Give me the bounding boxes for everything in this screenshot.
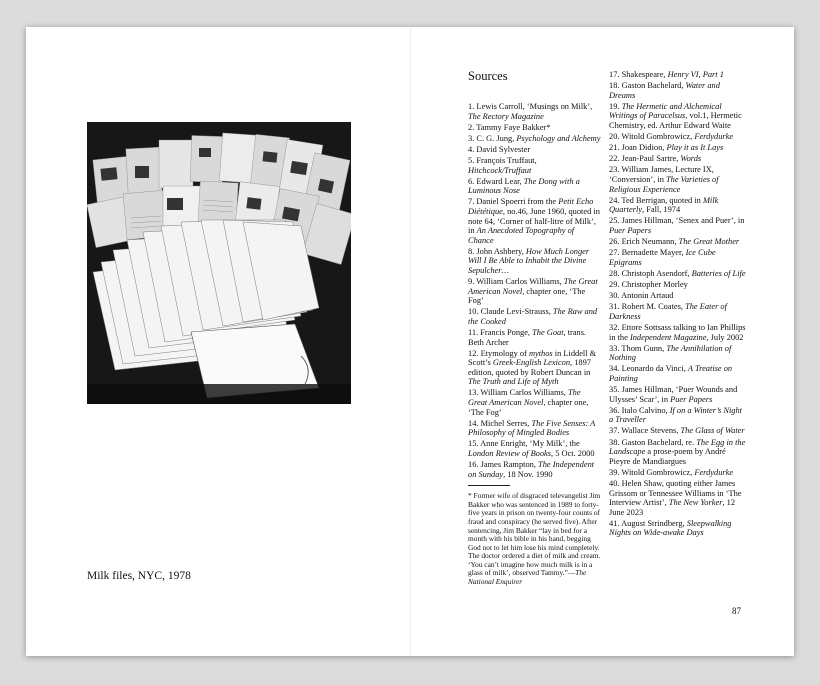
source-entry: 4. David Sylvester (468, 144, 531, 154)
italic-title: Ferdydurke (694, 467, 734, 477)
italic-title: The Five Senses: A Philosophy of Mingled Bodies (468, 418, 596, 438)
italic-title: The Glass of Water (680, 426, 745, 436)
sources-list-2 (609, 70, 747, 538)
italic-title: The Truth and Life of Myth (468, 377, 559, 387)
italic-title: An Anecdoted Topography of Chance (468, 226, 575, 245)
italic-title: The Rectory Magazine (468, 111, 544, 121)
italic-title: Ice Cube Epigrams (609, 248, 716, 267)
source-entry: 18. Gaston Bachelard, Water and Dreams (609, 81, 720, 100)
italic-title: Puer Papers (670, 394, 713, 404)
italic-title: The Independent on Sunday (468, 460, 595, 479)
source-entry: 16. James Rampton, The Independent on Sunday, 18 Nov. 1990 (468, 460, 595, 479)
italic-title: The Great American Novel (468, 277, 598, 296)
source-entry: 24. Ted Berrigan, quoted in Milk Quarterly, Fall, 1974 (609, 195, 719, 215)
source-entry: 32. Ettore Sottsass talking to Ian Phillips in the Independent Magazine, July 2002 (609, 323, 746, 342)
italic-title: Batteries of Life (691, 268, 746, 278)
italic-title: The Great American Novel (468, 388, 581, 407)
source-entry: 14. Michel Serres, The Five Senses: A Philosophy of Mingled Bodies (468, 418, 596, 438)
italic-title: Play it as It Lays (666, 143, 724, 153)
source-entry: 33. Thom Gunn, The Annihilation of Nothing (609, 343, 732, 363)
sources-column-2 (609, 70, 747, 539)
source-entry: 10. Claude Levi-Strauss, The Raw and the Cooked (468, 307, 598, 326)
source-entry: 1. Lewis Carroll, ‘Musings on Milk’, The Rectory Magazine (468, 102, 593, 121)
italic-title: Milk Quarterly (609, 195, 719, 215)
source-entry: 27. Bernadette Mayer, Ice Cube Epigrams (609, 248, 716, 267)
source-entry: 19. The Hermetic and Alchemical Writings of Paracelsus, vol.1, Hermetic Chemistry, ed. Arthur Edward Waite (609, 101, 742, 130)
italic-title: The New Yorker (668, 498, 723, 508)
source-entry: 8. John Ashbery, How Much Longer Will I Be Able to Inhabit the Divine Sepulcher… (468, 246, 590, 275)
source-entry: 29. Christopher Morley (609, 280, 688, 290)
source-entry: 15. Anne Enright, ‘My Milk’, the London Review of Books, 5 Oct. 2000 (468, 439, 595, 458)
italic-title: The Hermetic and Alchemical Writings of Paracelsus (609, 101, 722, 121)
source-entry: 13. William Carlos Williams, The Great American Novel, chapter one, ‘The Fog’ (468, 388, 589, 417)
source-entry: 37. Wallace Stevens, The Glass of Water (609, 426, 745, 436)
source-entry: 20. Witold Gombrowicz, Ferdydurke (609, 132, 734, 142)
source-entry: 40. Helen Shaw, quoting either James Grissom or Tennessee Williams in ‘The Interview Artist’, The New Yorker, 12 June 2023 (609, 478, 742, 517)
italic-title: Hitchcock/Truffaut (468, 165, 532, 175)
footnote-rule (468, 485, 510, 486)
source-entry: 34. Leonardo da Vinci, A Treatise on Painting (609, 364, 733, 383)
italic-title: The Egg in the Landscape (609, 437, 746, 457)
source-entry: 3. C. G. Jung, Psychology and Alchemy (468, 133, 601, 143)
italic-title: The Dong with a Luminous Nose (468, 176, 580, 196)
italic-title: The Raw and the Cooked (468, 307, 598, 326)
italic-title: Independent Magazine (629, 332, 707, 342)
italic-title: Words (680, 154, 702, 164)
source-entry: 2. Tammy Faye Bakker* (468, 122, 551, 132)
source-entry: 23. William James, Lecture IX, ‘Conversion’, in The Varieties of Religious Experience (609, 165, 719, 194)
source-entry: 5. François Truffaut, Hitchcock/Truffaut (468, 156, 537, 175)
italic-title: How Much Longer Will I Be Able to Inhabit the Divine Sepulcher… (468, 246, 590, 275)
italic-title: London Review of Books (468, 448, 552, 458)
italic-title: The Varieties of Religious Experience (609, 175, 719, 194)
source-entry: 22. Jean-Paul Sartre, Words (609, 154, 702, 164)
source-entry: 38. Gaston Bachelard, re. The Egg in the Landscape a prose-poem by André Pieyre de Mandiargues (609, 437, 746, 466)
italic-title: Greek-English Lexicon (492, 358, 571, 368)
italic-title: The Annihilation of Nothing (609, 343, 732, 363)
sources-column-1 (468, 102, 601, 587)
italic-title: Sleepwalking Nights on Wide-awake Days (609, 518, 732, 538)
sources-list-1 (468, 102, 601, 479)
source-entry: 25. James Hillman, ‘Senex and Puer’, in Puer Papers (609, 216, 745, 235)
photo-caption: Milk files, NYC, 1978 (87, 570, 191, 582)
source-entry: 11. Francis Ponge, The Goat, trans. Beth Archer (468, 327, 587, 347)
source-entry: 31. Robert M. Coates, The Eater of Darkness (609, 302, 727, 321)
source-entry: 36. Italo Calvino, If on a Winter’s Night a Traveller (609, 405, 742, 425)
source-entry: 30. Antonin Artaud (609, 291, 674, 301)
source-entry: 9. William Carlos Williams, The Great American Novel, chapter one, ‘The Fog’ (468, 277, 598, 306)
source-entry: 7. Daniel Spoerri from the Petit Echo Diététique, no.46, June 1960, quoted in note 64, ‘Corner of half-litre of Milk’, in An Anecdoted Topography of Chance (468, 197, 600, 245)
italic-title: The Great Mother (678, 237, 740, 247)
source-entry: 28. Christoph Asendorf, Batteries of Life (609, 268, 746, 278)
italic-title: mythos (528, 348, 553, 358)
italic-title: The Goat (532, 327, 564, 337)
italic-title: The National Enquirer (468, 568, 587, 587)
source-entry: 21. Joan Didion, Play it as It Lays (609, 143, 724, 153)
source-entry: 26. Erich Neumann, The Great Mother (609, 237, 740, 247)
book-spread (26, 27, 794, 656)
page-gutter (410, 27, 411, 656)
milk-files-photo (87, 122, 351, 404)
italic-title: Petit Echo Diététique (468, 197, 594, 217)
italic-title: Ferdydurke (694, 132, 734, 142)
source-entry: 39. Witold Gombrowicz, Ferdydurke (609, 467, 734, 477)
source-entry: 41. August Strindberg, Sleepwalking Nights on Wide-awake Days (609, 518, 732, 538)
page-number: 87 (732, 606, 741, 616)
source-entry: 6. Edward Lear, The Dong with a Luminous Nose (468, 176, 580, 196)
source-entry: 17. Shakespeare, Henry VI, Part 1 (609, 70, 724, 79)
italic-title: Henry VI, Part 1 (667, 70, 724, 79)
italic-title: If on a Winter’s Night a Traveller (609, 405, 742, 425)
italic-title: Water and Dreams (609, 81, 720, 100)
italic-title: The Eater of Darkness (609, 302, 727, 321)
sources-heading: Sources (468, 69, 508, 83)
source-entry: 35. James Hillman, ‘Puer Wounds and Ulysses’ Scar’, in Puer Papers (609, 385, 738, 404)
italic-title: Puer Papers (609, 225, 652, 235)
source-entry: 12. Etymology of mythos in Liddell & Scott’s Greek-English Lexicon, 1897 edition, quoted by Robert Duncan in The Truth and Life of Myth (468, 348, 597, 387)
italic-title: A Treatise on Painting (609, 364, 733, 383)
italic-title: Psychology and Alchemy (516, 133, 601, 143)
footnote: * Former wife of disgraced televangelist Jim Bakker who was sentenced in 1989 to forty-five years in prison on twenty-four counts of fraud and conspiracy (he served five). After sentencing, Jim Bakker “lay in bed for a month with his bible in his hand, begging God not to let him lose his mind completely. The doctor ordered a diet of milk and cream. ‘You can’t imagine how much milk is in a glass of milk’, observed Tammy.”—The National Enquirer (468, 491, 601, 587)
